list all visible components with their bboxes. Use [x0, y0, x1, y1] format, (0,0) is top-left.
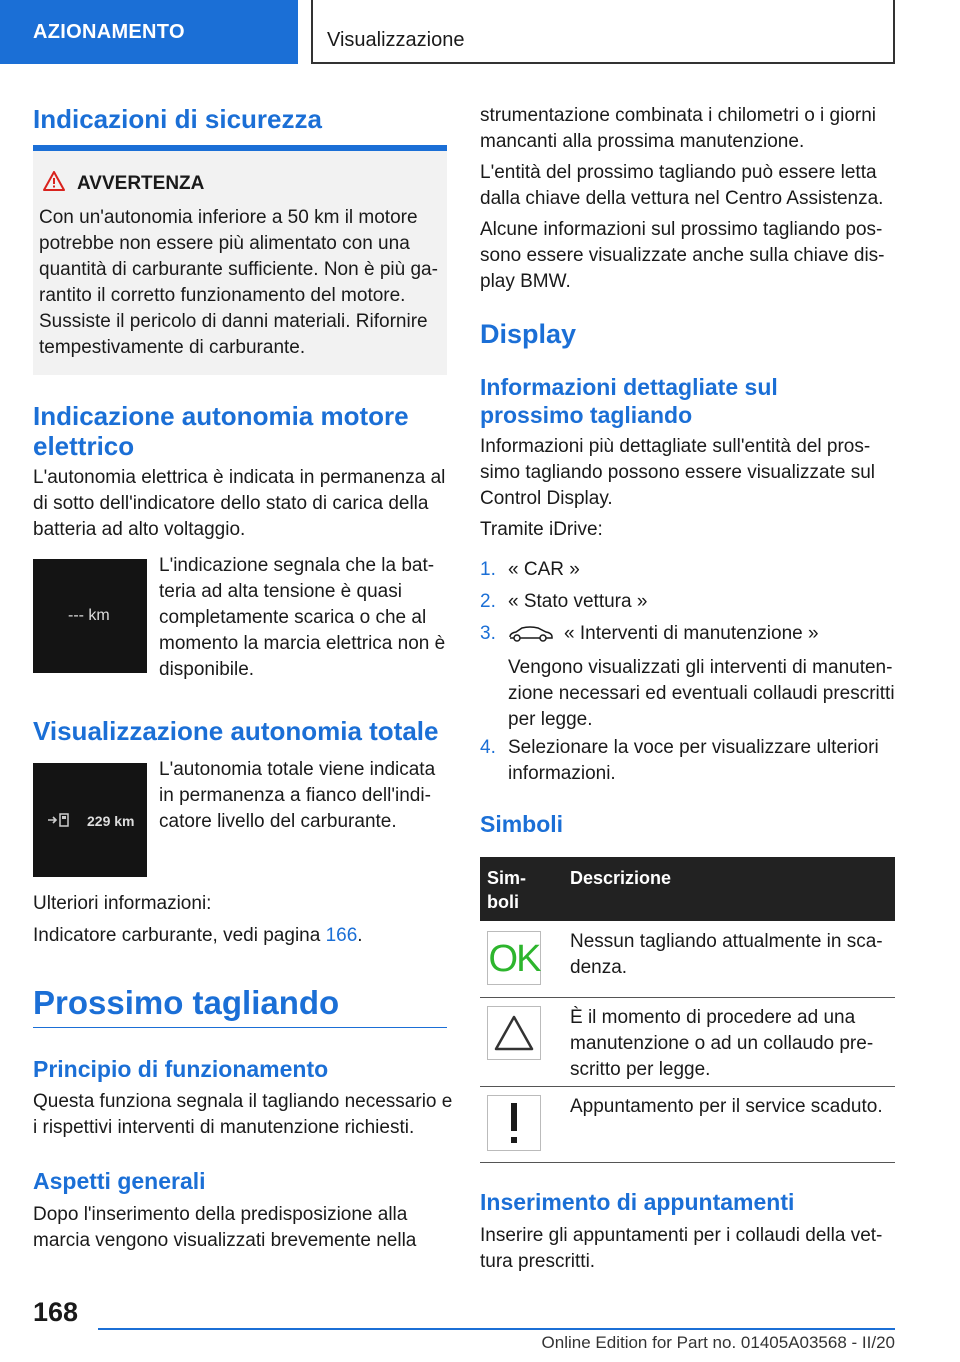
elettrico-text: L'autonomia elettrica è indicata in permanenza al di sotto dell'indicatore dello stato di carica della batteria ad alto voltaggio.	[33, 467, 446, 540]
warning-title: AVVERTENZA	[77, 173, 205, 194]
heading-aspetti: Aspetti generali	[33, 1168, 206, 1194]
step-text: « Interventi di manutenzione »	[564, 623, 819, 644]
title-underline	[33, 1027, 447, 1028]
ulteriori-label: Ulteriori informazioni:	[33, 893, 212, 914]
heading-dettagliate: Informazioni dettagliate sul prossimo tagliando	[480, 374, 778, 428]
car-icon	[508, 625, 554, 643]
step-number: 2.	[480, 591, 496, 612]
table-header-symbols: Sim- boli	[487, 868, 527, 912]
row-description: È il momento di procedere ad una manutenzione o ad un collaudo pre- scritto per legge.	[570, 1007, 874, 1080]
aspetti-text: Dopo l'inserimento della predisposizione alla marcia vengono visualizzati brevemente nella	[33, 1204, 417, 1251]
heading-sicurezza: Indicazioni di sicurezza	[33, 104, 322, 134]
warning-line: rantito il corretto funzionamento del motore.	[39, 285, 406, 306]
exclamation-icon	[487, 1095, 541, 1151]
table-row	[480, 921, 895, 998]
chapter-tab: Visualizzazione	[311, 0, 895, 64]
heading-principio: Principio di funzionamento	[33, 1056, 329, 1082]
heading-elettrico: Indicazione autonomia motore elettrico	[33, 401, 409, 461]
heading-totale: Visualizzazione autonomia totale	[33, 716, 439, 746]
step-number: 1.	[480, 559, 496, 580]
warning-line: Sussiste il pericolo di danni materiali. Rifornire	[39, 311, 428, 332]
carburante-ref: Indicatore carburante, vedi pagina 166.	[33, 925, 363, 946]
service-triangle-icon	[487, 1006, 541, 1060]
row-description: Appuntamento per il service scaduto.	[570, 1096, 883, 1117]
footer-edition: Online Edition for Part no. 01405A03568 - II/20	[541, 1333, 895, 1352]
ok-icon: OK	[487, 931, 541, 985]
principio-text: Questa funziona segnala il tagliando necessario e i rispettivi interventi di manutenzione richiesti.	[33, 1091, 453, 1138]
step-4	[480, 735, 879, 784]
electric-range-display-image: --- km	[33, 559, 147, 673]
step-text-cont: informazioni.	[508, 763, 616, 784]
p2-text: L'entità del prossimo tagliando può essere letta dalla chiave della vettura nel Centro Assistenza.	[480, 162, 884, 209]
row-description: Nessun tagliando attualmente in sca- denza.	[570, 931, 883, 978]
tramite-label: Tramite iDrive:	[480, 519, 603, 540]
step-1	[480, 557, 580, 583]
warning-line: Con un'autonomia inferiore a 50 km il motore	[39, 207, 418, 228]
step-3	[480, 621, 900, 730]
heading-simboli: Simboli	[480, 811, 564, 837]
heading-tagliando: Prossimo tagliando	[33, 984, 340, 1021]
dettagliate-text: Informazioni più dettagliate sull'entità del pros- simo tagliando possono essere visualizzate sul Control Display.	[480, 436, 875, 509]
table-header	[480, 857, 895, 921]
warning-line: tempestivamente di carburante.	[39, 337, 306, 358]
step3-detail: Vengono visualizzati gli interventi di manuten- zione necessari ed eventuali collaudi prescritti per legge.	[508, 657, 895, 730]
step-text: « Stato vettura »	[508, 591, 648, 612]
section-tab: AZIONAMENTO	[0, 0, 298, 64]
page-number: 168	[33, 1297, 79, 1327]
heading-inserimento: Inserimento di appuntamenti	[480, 1189, 795, 1215]
footer-rule	[98, 1328, 895, 1330]
page-link[interactable]: 166	[325, 925, 358, 946]
p3-text: Alcune informazioni sul prossimo tagliando pos- sono essere visualizzate anche sulla chiave dis- play BMW.	[480, 219, 885, 292]
range-unit: km	[114, 813, 135, 829]
total-range-display-image	[33, 763, 147, 877]
table-row	[480, 997, 895, 1087]
step-number: 4.	[480, 737, 496, 758]
intro-text: strumentazione combinata i chilometri o i giorni mancanti alla prossima manutenzione.	[480, 105, 877, 152]
table-row	[480, 1086, 895, 1163]
img1-text: L'indicazione segnala che la bat- teria ad alta tensione è quasi completamente scarica o che al momento la marcia elettrica non è disponibile.	[159, 555, 446, 680]
heading-display: Display	[480, 319, 577, 349]
step-text: « CAR »	[508, 559, 580, 580]
fuel-pump-icon	[46, 812, 74, 828]
warning-line: potrebbe non essere più alimentato con una	[39, 233, 410, 254]
warning-line: quantità di carburante sufficiente. Non è più ga-	[39, 259, 438, 280]
step-2	[480, 589, 648, 615]
warning-box	[33, 151, 447, 375]
inserimento-text: Inserire gli appuntamenti per i collaudi della vet- tura prescritti.	[480, 1225, 883, 1272]
warning-triangle-icon	[43, 171, 65, 191]
step-number: 3.	[480, 623, 496, 644]
table-header-description: Descrizione	[570, 868, 672, 888]
range-value: 229	[87, 813, 111, 829]
step-text: Selezionare la voce per visualizzare ulteriori	[508, 737, 879, 758]
warning-text	[39, 205, 444, 361]
totale-text: L'autonomia totale viene indicata in permanenza a fianco dell'indi- catore livello del carburante.	[159, 759, 436, 832]
